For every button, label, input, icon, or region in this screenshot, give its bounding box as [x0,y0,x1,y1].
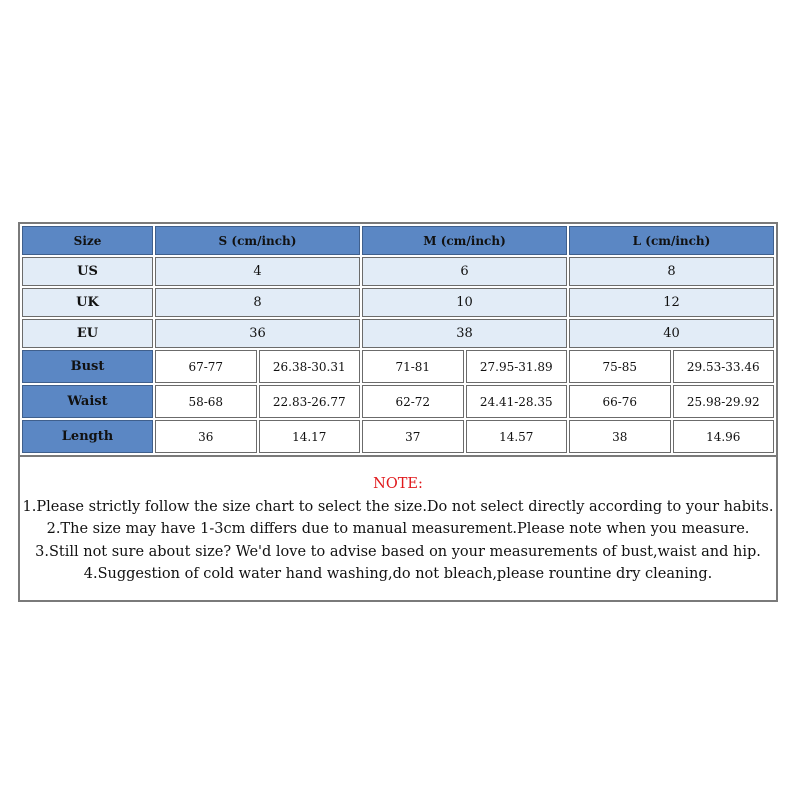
uk-l: 12 [569,288,774,317]
note-line-4: 4.Suggestion of cold water hand washing,do not bleach,please rountine dry cleaning. [83,566,713,582]
note-title: NOTE: [373,476,423,492]
length-m-cm: 37 [362,420,464,453]
header-s: S (cm/inch) [155,226,360,255]
row-label-uk: UK [22,288,153,317]
row-label-waist: Waist [22,385,153,418]
row-label-eu: EU [22,319,153,348]
header-m: M (cm/inch) [362,226,567,255]
bust-m-cm: 71-81 [362,350,464,383]
header-l: L (cm/inch) [569,226,774,255]
size-table [20,224,776,455]
header-size: Size [22,226,153,255]
bust-m-inch: 27.95-31.89 [466,350,568,383]
bust-s-inch: 26.38-30.31 [259,350,361,383]
row-label-us: US [22,257,153,286]
us-l: 8 [569,257,774,286]
length-row [22,420,774,453]
eu-row [22,319,774,348]
us-m: 6 [362,257,567,286]
row-label-length: Length [22,420,153,453]
size-chart [18,222,778,602]
note-line-1: 1.Please strictly follow the size chart to select the size.Do not select directly according to your habits. [22,498,774,515]
length-m-inch: 14.57 [466,420,568,453]
row-label-bust: Bust [22,350,153,383]
bust-l-cm: 75-85 [569,350,671,383]
note-line-3: 3.Still not sure about size? We'd love to advise based on your measurements of bust,waist and hip. [35,543,761,560]
bust-row [22,350,774,383]
eu-l: 40 [569,319,774,348]
waist-m-inch: 24.41-28.35 [466,385,568,418]
uk-row [22,288,774,317]
length-l-inch: 14.96 [673,420,775,453]
uk-m: 10 [362,288,567,317]
eu-m: 38 [362,319,567,348]
length-s-inch: 14.17 [259,420,361,453]
header-row [22,226,774,255]
length-l-cm: 38 [569,420,671,453]
us-row [22,257,774,286]
notes-section [20,455,776,600]
waist-m-cm: 62-72 [362,385,464,418]
waist-s-inch: 22.83-26.77 [259,385,361,418]
bust-l-inch: 29.53-33.46 [673,350,775,383]
waist-l-inch: 25.98-29.92 [673,385,775,418]
note-line-2: 2.The size may have 1-3cm differs due to manual measurement.Please note when you measure. [46,521,750,537]
waist-s-cm: 58-68 [155,385,257,418]
length-s-cm: 36 [155,420,257,453]
bust-s-cm: 67-77 [155,350,257,383]
us-s: 4 [155,257,360,286]
eu-s: 36 [155,319,360,348]
uk-s: 8 [155,288,360,317]
waist-row [22,385,774,418]
waist-l-cm: 66-76 [569,385,671,418]
